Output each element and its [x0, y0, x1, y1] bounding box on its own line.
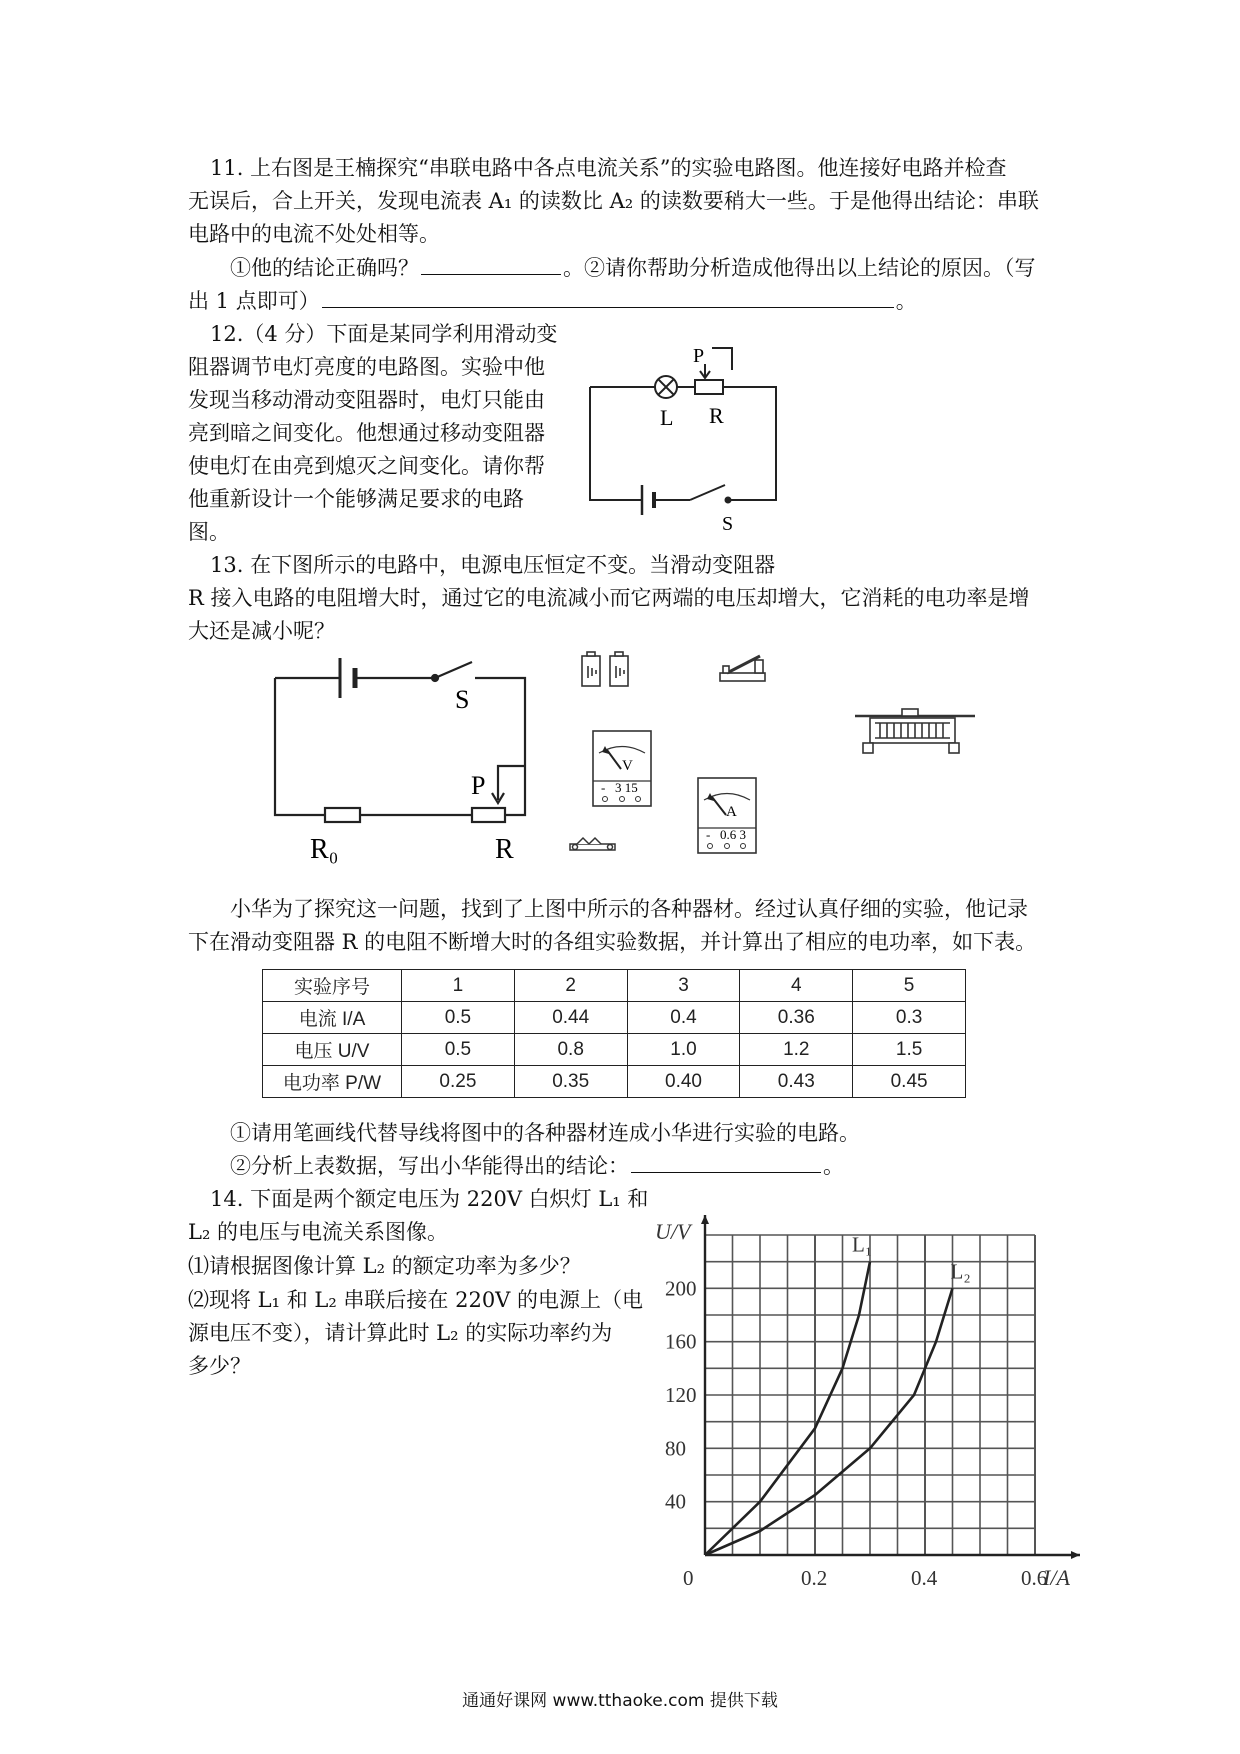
q11-line-1: 11. 上右图是王楠探究“串联电路中各点电流关系”的实验电路图。他连接好电路并检查 — [210, 156, 1007, 180]
q13-line-1: 13. 在下图所示的电路中，电源电压恒定不变。当滑动变阻器 — [210, 553, 776, 577]
label-r0: R₀ — [310, 834, 339, 865]
table-cell: 0.4 — [627, 1002, 740, 1034]
experiment-data-table — [262, 969, 966, 1098]
q14-line-6: 多少？ — [188, 1354, 251, 1378]
q12-circuit-diagram — [580, 340, 800, 535]
label-r: R — [709, 403, 724, 428]
table-cell: 0.36 — [740, 1002, 853, 1034]
q11-line-4 — [230, 252, 1036, 285]
rheostat-icon — [472, 808, 505, 822]
table-header-cell: 2 — [514, 970, 627, 1002]
x-tick-label: 0.6 — [1021, 1566, 1048, 1590]
table-cell: 0.8 — [514, 1034, 627, 1066]
y-tick-label: 200 — [665, 1276, 697, 1301]
table-cell: 0.43 — [740, 1066, 853, 1098]
q11-question-2: 。②请你帮助分析造成他得出以上结论的原因。（写 — [563, 256, 1036, 280]
x-axis-label: I/A — [1043, 1565, 1070, 1590]
table-cell: 0.3 — [853, 1002, 966, 1034]
q13-task-1: ①请用笔画线代替导线将图中的各种器材连成小华进行实验的电路。 — [230, 1121, 860, 1145]
q13-paragraph-2: 下在滑动变阻器 R 的电阻不断增大时的各组实验数据，并计算出了相应的电功率，如下表。 — [188, 930, 1037, 954]
battery-cell-icon — [610, 656, 628, 686]
table-header-cell: 3 — [627, 970, 740, 1002]
sliding-rheostat-icon — [855, 709, 975, 753]
answer-blank-1[interactable] — [421, 252, 561, 275]
table-cell: 0.5 — [402, 1034, 515, 1066]
table-cell: 0.25 — [402, 1066, 515, 1098]
q13-task-2-end: 。 — [823, 1154, 844, 1178]
switch-icon — [690, 485, 725, 500]
q12-line-7: 图。 — [188, 520, 230, 544]
table-header-cell: 1 — [402, 970, 515, 1002]
ui-chart — [650, 1210, 1100, 1610]
q14-line-2: L₂ 的电压与电流关系图像。 — [188, 1220, 449, 1244]
table-header-cell: 实验序号 — [263, 970, 402, 1002]
label-s: S — [722, 513, 734, 535]
label-p: P — [471, 771, 486, 800]
q12-line-5: 使电灯在由亮到熄灭之间变化。请你帮 — [188, 454, 545, 478]
ammeter-range: 0.6 3 — [720, 827, 746, 842]
q11-line-5 — [188, 285, 917, 318]
x-tick-label: 0.4 — [911, 1566, 938, 1590]
q13-circuit-and-apparatus — [265, 648, 985, 873]
switch-icon — [435, 662, 472, 678]
answer-blank-3[interactable] — [631, 1150, 821, 1173]
table-header-cell: 4 — [740, 970, 853, 1002]
table-cell: 1.2 — [740, 1034, 853, 1066]
x-tick-label: 0.2 — [801, 1566, 828, 1590]
q11-end-mark: 。 — [895, 289, 917, 313]
table-row — [263, 1002, 966, 1034]
table-cell: 1.5 — [853, 1034, 966, 1066]
voltmeter-minus: - — [601, 780, 606, 795]
label-l: L — [660, 405, 674, 430]
y-axis-arrow-icon — [701, 1215, 709, 1224]
chart-series — [705, 1262, 953, 1555]
q11-question-1: ①他的结论正确吗？ — [230, 256, 419, 280]
y-axis-label: U/V — [655, 1219, 691, 1244]
table-cell: 电压 U/V — [263, 1034, 402, 1066]
ammeter-icon — [698, 778, 756, 853]
q12-line-1: 12.（4 分）下面是某同学利用滑动变 — [210, 322, 558, 346]
q14-line-5: 源电压不变），请计算此时 L₂ 的实际功率约为 — [188, 1321, 613, 1345]
table-cell: 电功率 P/W — [263, 1066, 402, 1098]
y-tick-label: 80 — [665, 1436, 686, 1461]
table-header-row — [263, 970, 966, 1002]
q13-paragraph-1: 小华为了探究这一问题，找到了上图中所示的各种器材。经过认真仔细的实验，他记录 — [230, 897, 1028, 921]
q13-circuit — [275, 658, 525, 822]
table-cell: 0.5 — [402, 1002, 515, 1034]
voltmeter-range: 3 15 — [615, 780, 638, 795]
table-cell: 0.40 — [627, 1066, 740, 1098]
q12-line-4: 亮到暗之间变化。他想通过移动变阻器 — [188, 421, 545, 445]
fixed-resistor-icon — [570, 838, 615, 850]
x-axis-arrow-icon — [1071, 1551, 1080, 1559]
table-cell: 0.35 — [514, 1066, 627, 1098]
resistor-r0-icon — [325, 808, 360, 822]
q14-line-1: 14. 下面是两个额定电压为 220V 白炽灯 L₁ 和 — [210, 1187, 649, 1211]
knife-switch-icon — [720, 656, 765, 681]
q11-question-2-cont: 出 1 点即可） — [188, 289, 320, 313]
q12-line-2: 阻器调节电灯亮度的电路图。实验中他 — [188, 355, 545, 379]
series-label-2: L₂ — [950, 1259, 971, 1284]
table-cell: 0.45 — [853, 1066, 966, 1098]
table-row — [263, 1066, 966, 1098]
table-header-cell: 5 — [853, 970, 966, 1002]
ammeter-symbol: A — [726, 804, 737, 820]
q11-line-2: 无误后，合上开关，发现电流表 A₁ 的读数比 A₂ 的读数要稍大一些。于是他得出结论：串联 — [188, 189, 1039, 213]
q13-task-2-text: ②分析上表数据，写出小华能得出的结论： — [230, 1154, 629, 1178]
answer-blank-2[interactable] — [322, 285, 894, 308]
table-cell: 1.0 — [627, 1034, 740, 1066]
page-footer: 通通好课网 www.tthaoke.com 提供下载 — [462, 1691, 778, 1711]
q13-line-2: R 接入电路的电阻增大时，通过它的电流减小而它两端的电压却增大，它消耗的电功率是增 — [188, 586, 1030, 610]
battery-cell-icon — [582, 656, 600, 686]
table-cell: 电流 I/A — [263, 1002, 402, 1034]
origin-label: 0 — [683, 1566, 694, 1590]
voltmeter-icon — [593, 731, 651, 806]
label-s: S — [455, 685, 470, 714]
voltmeter-symbol: V — [622, 758, 633, 774]
q14-line-3: ⑴请根据图像计算 L₂ 的额定功率为多少？ — [188, 1254, 581, 1278]
q12-line-6: 他重新设计一个能够满足要求的电路 — [188, 487, 524, 511]
q13-task-2 — [230, 1150, 844, 1183]
label-p: P — [693, 345, 705, 367]
y-tick-label: 160 — [665, 1329, 697, 1354]
chart-axes — [701, 1215, 1080, 1559]
q11-line-3: 电路中的电流不处处相等。 — [188, 222, 440, 246]
series-label-1: L₁ — [852, 1232, 873, 1257]
y-tick-label: 120 — [665, 1383, 697, 1407]
table-row — [263, 1034, 966, 1066]
q12-line-3: 发现当移动滑动变阻器时，电灯只能由 — [188, 388, 545, 412]
y-tick-label: 40 — [665, 1489, 686, 1514]
table-cell: 0.44 — [514, 1002, 627, 1034]
q13-line-3: 大还是减小呢？ — [188, 619, 335, 643]
ammeter-minus: - — [706, 827, 711, 842]
rheostat-icon — [695, 380, 723, 394]
label-r: R — [495, 834, 514, 865]
q14-line-4: ⑵现将 L₁ 和 L₂ 串联后接在 220V 的电源上（电 — [188, 1288, 644, 1312]
